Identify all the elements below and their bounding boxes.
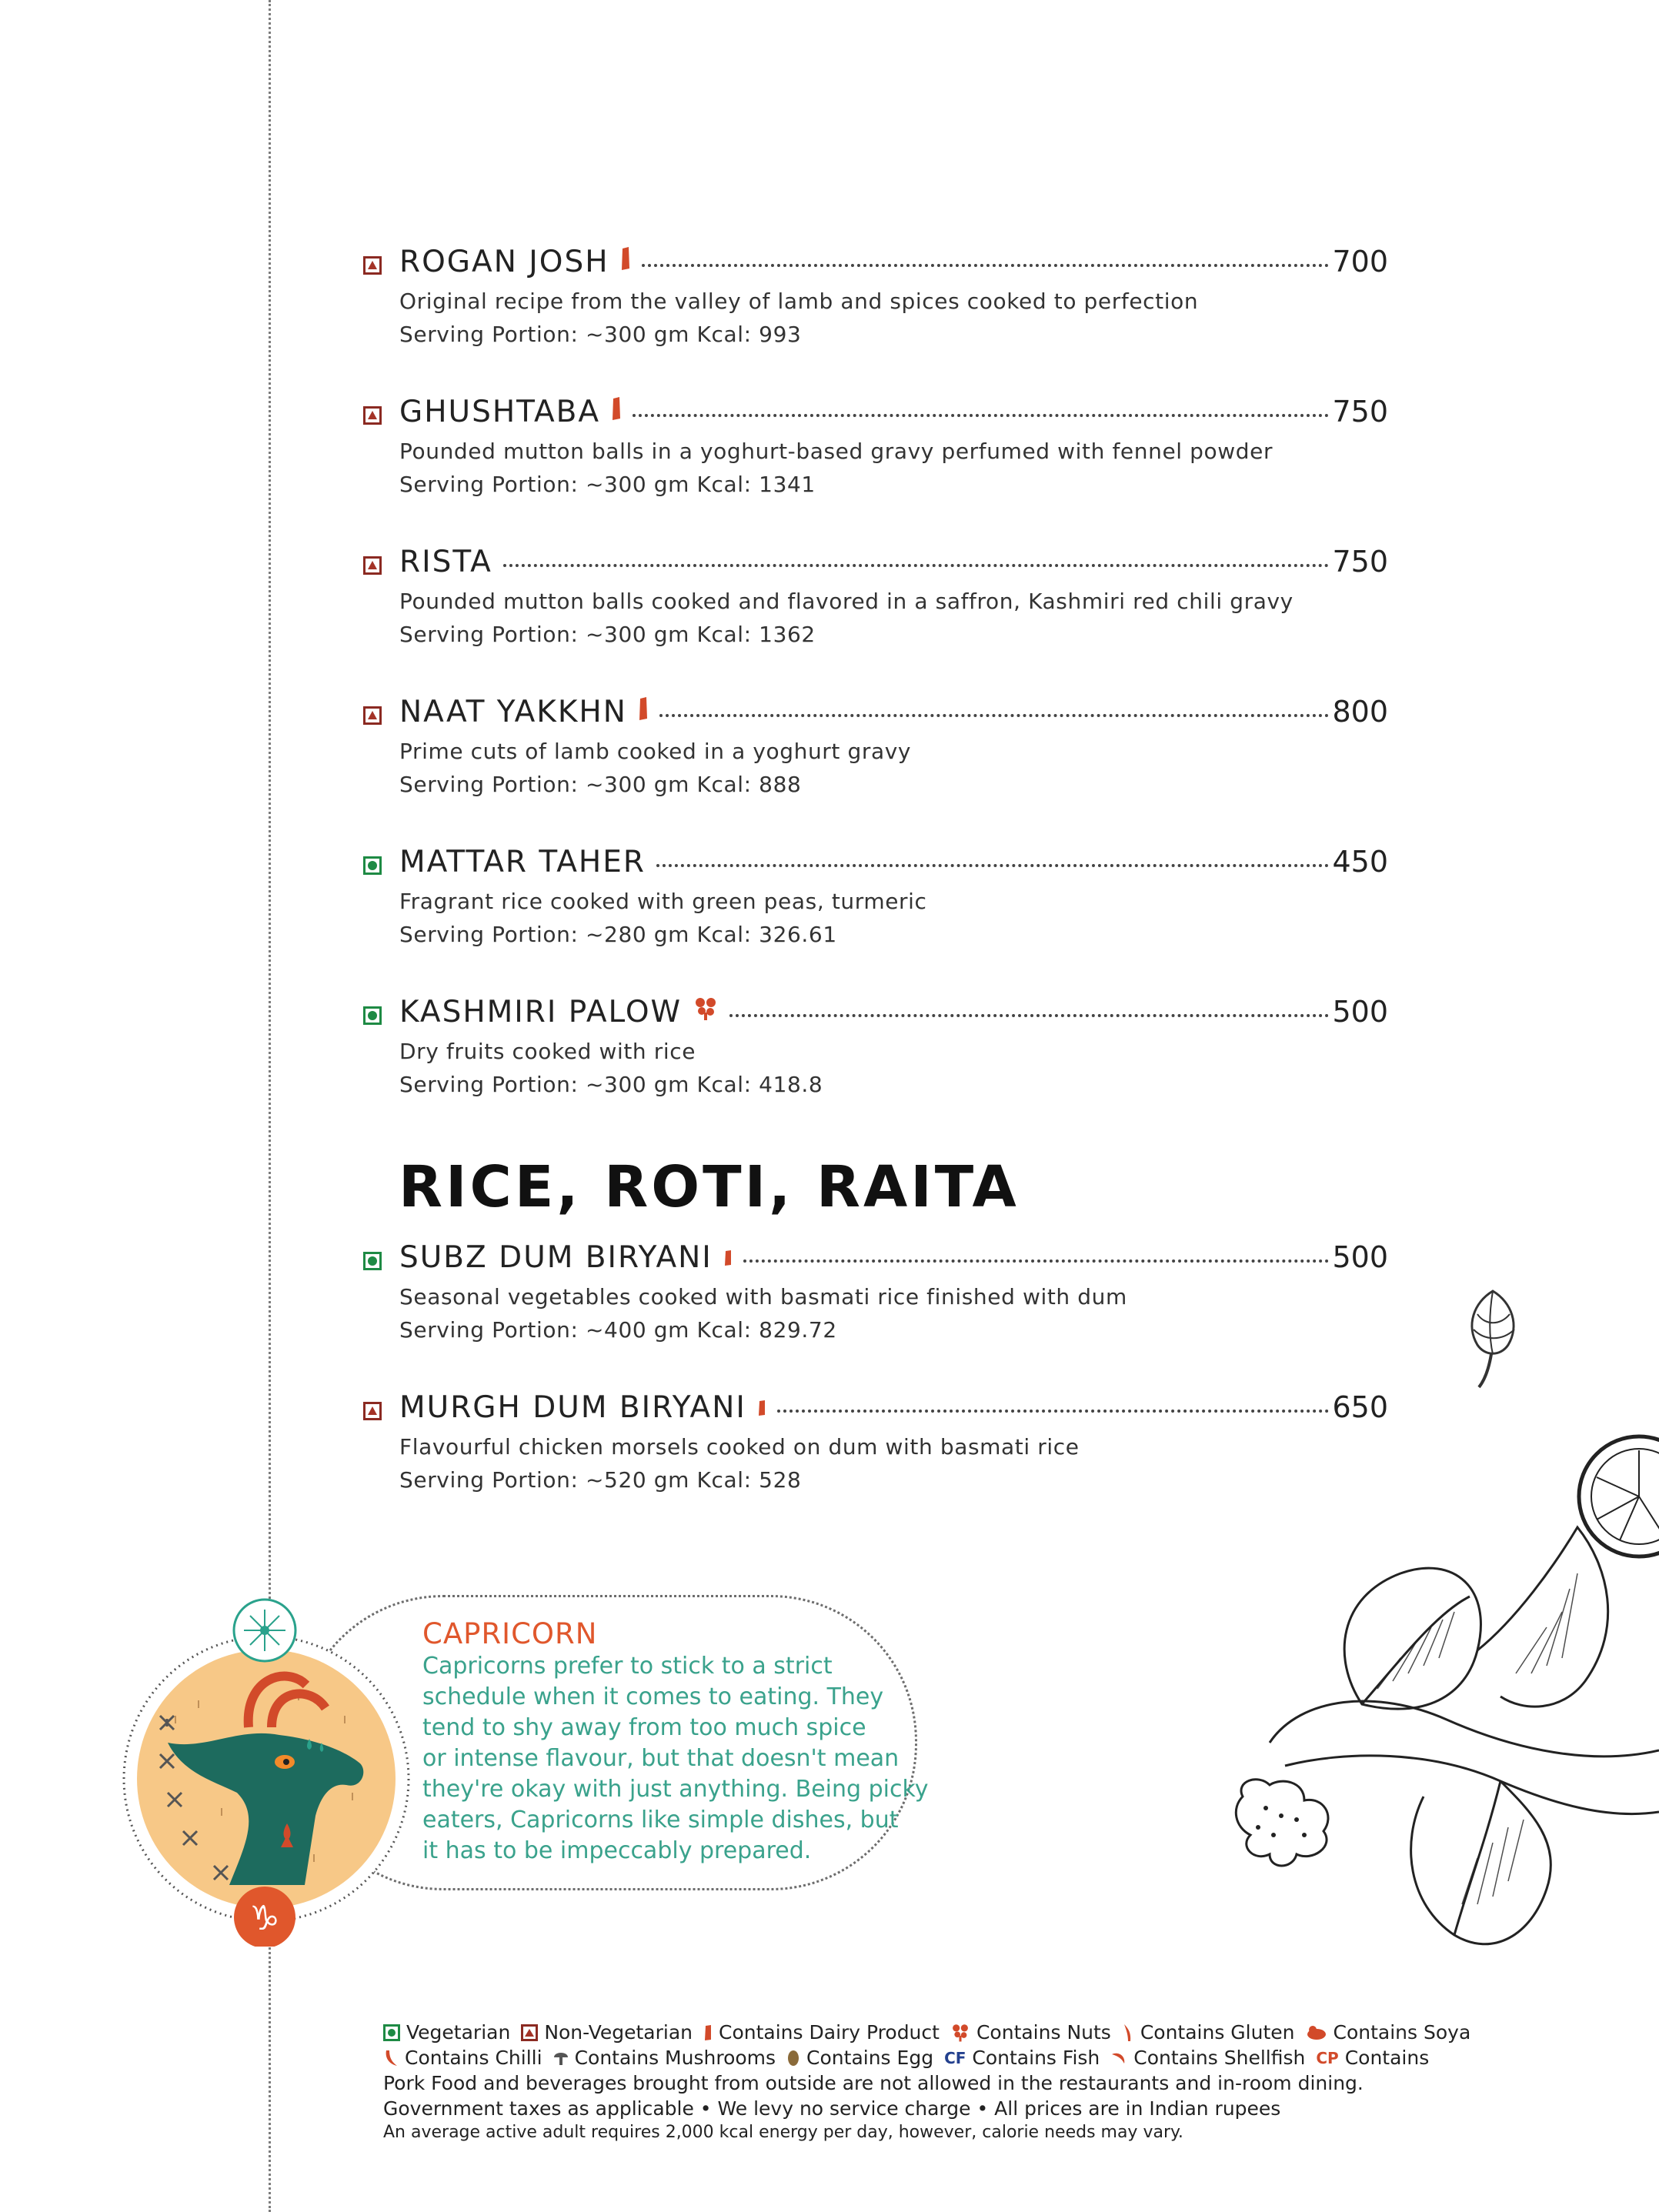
dairy-icon xyxy=(757,1399,766,1417)
nuts-icon xyxy=(950,2023,970,2043)
vegetarian-icon xyxy=(383,2024,400,2041)
legend-row-2 xyxy=(383,2045,1537,2070)
chilli-icon xyxy=(383,2049,399,2067)
dish-price: 500 xyxy=(1332,995,1388,1029)
legend-entry xyxy=(944,2047,1100,2069)
non-vegetarian-icon xyxy=(363,256,382,275)
zodiac-text-line: schedule when it comes to eating. They xyxy=(422,1683,884,1710)
zodiac-description xyxy=(422,1651,929,1867)
capricorn-symbol: ♑ xyxy=(249,1899,280,1938)
menu-list xyxy=(360,245,1388,1145)
legend-entry xyxy=(383,2047,542,2069)
nuts-icon xyxy=(693,996,719,1022)
dish-description: Flavourful chicken morsels cooked on dum with basmati rice xyxy=(399,1434,1080,1460)
dot-leader xyxy=(777,1410,1330,1413)
legend-entry xyxy=(521,2021,693,2044)
legend-note-taxes: Government taxes as applicable • We levy no service charge • All prices are in Indian rupees xyxy=(383,2097,1281,2120)
non-vegetarian-icon xyxy=(363,1402,382,1420)
dot-leader xyxy=(503,564,1330,567)
legend-entry xyxy=(1110,2047,1305,2069)
dish-portion: Serving Portion: ~300 gm Kcal: 418.8 xyxy=(399,1072,823,1097)
vegetarian-icon xyxy=(363,856,382,875)
zodiac-text-line: it has to be impeccably prepared. xyxy=(422,1837,812,1864)
zodiac-text-line: Capricorns prefer to stick to a strict xyxy=(422,1653,833,1680)
dairy-icon xyxy=(638,696,649,722)
dish-price: 500 xyxy=(1332,1240,1388,1274)
legend-label: Contains Egg xyxy=(806,2047,934,2069)
legend-label: Contains Fish xyxy=(972,2047,1100,2069)
non-vegetarian-icon xyxy=(521,2024,538,2041)
dish-description: Prime cuts of lamb cooked in a yoghurt gravy xyxy=(399,739,912,764)
menu-item xyxy=(360,1240,1388,1346)
dish-description: Original recipe from the valley of lamb and spices cooked to perfection xyxy=(399,289,1199,314)
legend-entry xyxy=(1122,2021,1295,2044)
dairy-icon xyxy=(723,1249,733,1267)
soya-icon xyxy=(1306,2025,1327,2040)
non-vegetarian-icon xyxy=(363,706,382,725)
non-vegetarian-icon xyxy=(363,556,382,575)
dairy-icon xyxy=(703,2023,713,2042)
zodiac-text-line: eaters, Capricorns like simple dishes, but xyxy=(422,1807,899,1833)
menu-item xyxy=(360,695,1388,801)
dish-description: Fragrant rice cooked with green peas, turmeric xyxy=(399,889,927,914)
dish-name: ROGAN JOSH xyxy=(399,245,609,279)
dish-portion: Serving Portion: ~280 gm Kcal: 326.61 xyxy=(399,922,837,947)
menu-item xyxy=(360,845,1388,951)
shellfish-icon xyxy=(1110,2050,1127,2067)
egg-icon xyxy=(786,2049,800,2067)
dish-portion: Serving Portion: ~400 gm Kcal: 829.72 xyxy=(399,1317,837,1343)
vegetarian-icon xyxy=(363,1006,382,1025)
zodiac-text-line: or intense flavour, but that doesn't mean xyxy=(422,1745,900,1772)
legend-label: Contains Nuts xyxy=(976,2021,1111,2044)
dot-leader xyxy=(633,414,1329,417)
legend-note-outside-food: Pork Food and beverages brought from outside are not allowed in the restaurants and in-room dining. xyxy=(383,2072,1364,2094)
dish-price: 800 xyxy=(1332,695,1388,729)
legend-label: Non-Vegetarian xyxy=(544,2021,693,2044)
legend-label: Contains xyxy=(1344,2047,1430,2069)
legend-entry xyxy=(950,2021,1111,2044)
legend xyxy=(383,2020,1537,2144)
legend-label: Contains Gluten xyxy=(1140,2021,1295,2044)
leafy-vegetable-illustration xyxy=(1223,1520,1659,1958)
dish-price: 450 xyxy=(1332,845,1388,879)
mushroom-cluster-illustration xyxy=(1227,1773,1343,1881)
legend-entry xyxy=(786,2047,933,2069)
dish-name: KASHMIRI PALOW xyxy=(399,995,683,1029)
legend-label: Vegetarian xyxy=(406,2021,511,2044)
dish-description: Dry fruits cooked with rice xyxy=(399,1039,696,1064)
dish-description: Pounded mutton balls in a yoghurt-based gravy perfumed with fennel powder xyxy=(399,439,1273,464)
dish-name: SUBZ DUM BIRYANI xyxy=(399,1240,713,1275)
menu-list-rice xyxy=(360,1240,1388,1540)
legend-label: Contains Soya xyxy=(1333,2021,1471,2044)
dairy-icon xyxy=(620,245,631,272)
dot-leader xyxy=(656,864,1330,867)
dish-portion: Serving Portion: ~300 gm Kcal: 1341 xyxy=(399,472,816,497)
legend-entry xyxy=(553,2047,776,2069)
pork-icon: CP xyxy=(1316,2048,1339,2067)
dish-name: NAAT YAKKHN xyxy=(399,695,627,729)
section-title: RICE, ROTI, RAITA xyxy=(399,1154,1020,1220)
dish-name: MATTAR TAHER xyxy=(399,845,646,879)
dish-portion: Serving Portion: ~300 gm Kcal: 888 xyxy=(399,772,802,797)
legend-note-calories: An average active adult requires 2,000 kcal energy per day, however, calorie needs may vary. xyxy=(383,2123,1183,2142)
dot-leader xyxy=(743,1259,1330,1263)
dish-description: Pounded mutton balls cooked and flavored in a saffron, Kashmiri red chili gravy xyxy=(399,589,1293,614)
zodiac-title: CAPRICORN xyxy=(422,1617,598,1650)
legend-row-1 xyxy=(383,2020,1537,2045)
fish-icon: CF xyxy=(944,2048,966,2067)
dish-name: MURGH DUM BIRYANI xyxy=(399,1390,746,1425)
dish-price: 750 xyxy=(1332,545,1388,579)
menu-item xyxy=(360,545,1388,651)
dish-price: 650 xyxy=(1332,1390,1388,1424)
dish-price: 750 xyxy=(1332,395,1388,429)
dish-name: GHUSHTABA xyxy=(399,395,601,429)
zodiac-text-line: tend to shy away from too much spice xyxy=(422,1714,866,1741)
menu-item xyxy=(360,245,1388,351)
artichoke-illustration xyxy=(1454,1283,1531,1391)
dish-description: Seasonal vegetables cooked with basmati rice finished with dum xyxy=(399,1284,1127,1310)
zodiac-text-line: they're okay with just anything. Being picky xyxy=(422,1776,929,1803)
non-vegetarian-icon xyxy=(363,406,382,425)
gluten-icon xyxy=(1122,2023,1134,2043)
menu-item xyxy=(360,1390,1388,1496)
menu-item xyxy=(360,995,1388,1101)
legend-label: Contains Chilli xyxy=(405,2047,542,2069)
dish-portion: Serving Portion: ~520 gm Kcal: 528 xyxy=(399,1467,802,1493)
capricorn-illustration xyxy=(114,1562,437,1947)
menu-item xyxy=(360,395,1388,501)
legend-entry xyxy=(1306,2021,1471,2044)
legend-entry xyxy=(1316,2047,1429,2069)
legend-label: Contains Shellfish xyxy=(1133,2047,1306,2069)
dairy-icon xyxy=(611,395,622,422)
dot-leader xyxy=(659,714,1330,717)
legend-label: Contains Mushrooms xyxy=(574,2047,776,2069)
dish-name: RISTA xyxy=(399,545,492,579)
legend-label: Contains Dairy Product xyxy=(719,2021,940,2044)
dish-portion: Serving Portion: ~300 gm Kcal: 993 xyxy=(399,322,802,347)
legend-entry xyxy=(383,2021,510,2044)
mushroom-icon xyxy=(553,2050,569,2067)
dot-leader xyxy=(729,1014,1329,1017)
dish-portion: Serving Portion: ~300 gm Kcal: 1362 xyxy=(399,622,816,647)
vegetarian-icon xyxy=(363,1252,382,1270)
dot-leader xyxy=(642,264,1330,267)
legend-entry xyxy=(703,2021,940,2044)
dish-price: 700 xyxy=(1332,245,1388,279)
